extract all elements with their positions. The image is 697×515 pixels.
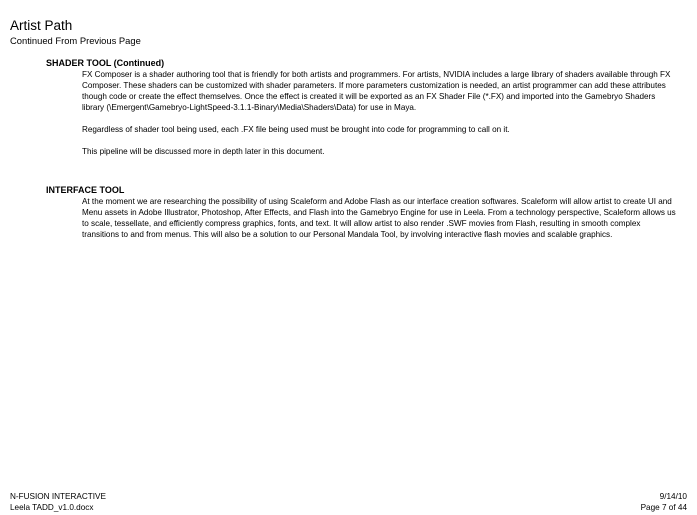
section-heading: SHADER TOOL (Continued) <box>46 58 165 68</box>
page-subtitle: Continued From Previous Page <box>10 35 141 46</box>
paragraph: This pipeline will be discussed more in depth later in this document. <box>82 147 325 156</box>
footer-right <box>641 491 687 513</box>
footer-page-number: Page 7 of 44 <box>640 503 687 512</box>
footer-company: N-FUSION INTERACTIVE <box>10 492 106 501</box>
section-shader-tool <box>46 58 676 157</box>
footer-left <box>10 491 106 513</box>
footer-filename: Leela TADD_v1.0.docx <box>10 503 94 512</box>
page-title: Artist Path <box>10 18 73 33</box>
footer-date: 9/14/10 <box>659 492 687 501</box>
section-interface-tool <box>46 185 676 240</box>
section-heading: INTERFACE TOOL <box>46 185 125 195</box>
paragraph: Regardless of shader tool being used, each .FX file being used must be brought into code for programming to call on it. <box>82 125 510 134</box>
paragraph: At the moment we are researching the possibility of using Scaleform and Adobe Flash as our interface creation softwares. Scaleform will allow artist to create UI and Menu assets in Adobe Illustrator, Photoshop, After Effects, and Flash into the Gamebryo Engine for use in Leela. From a technology perspective, Scaleform allows us to scale, tessellate, and efficiently compress graphics, fonts, and text. It will allow artist to also render .SWF movies from Flash, resulting in smooth complex transitions to and from menus. This will also be a solution to our Personal Mandala Tool, by involving interactive flash movies and scalable graphics. <box>82 197 676 239</box>
paragraph: FX Composer is a shader authoring tool that is friendly for both artists and programmers. For artists, NVIDIA includes a large library of shaders available through FX Composer. These shaders can be customized with shader parameters. If more parameters customization is needed, an artist programmer can add these attributes though code or create the effect themselves. Once the effect is created it will be exported as an FX Shader File (*.FX) and imported into the Gamebryo Shaders library (\Emergent\Gamebryo-LightSpeed-3.1.1-Binary\Media\Shaders\Data) for use in Maya. <box>82 70 671 112</box>
